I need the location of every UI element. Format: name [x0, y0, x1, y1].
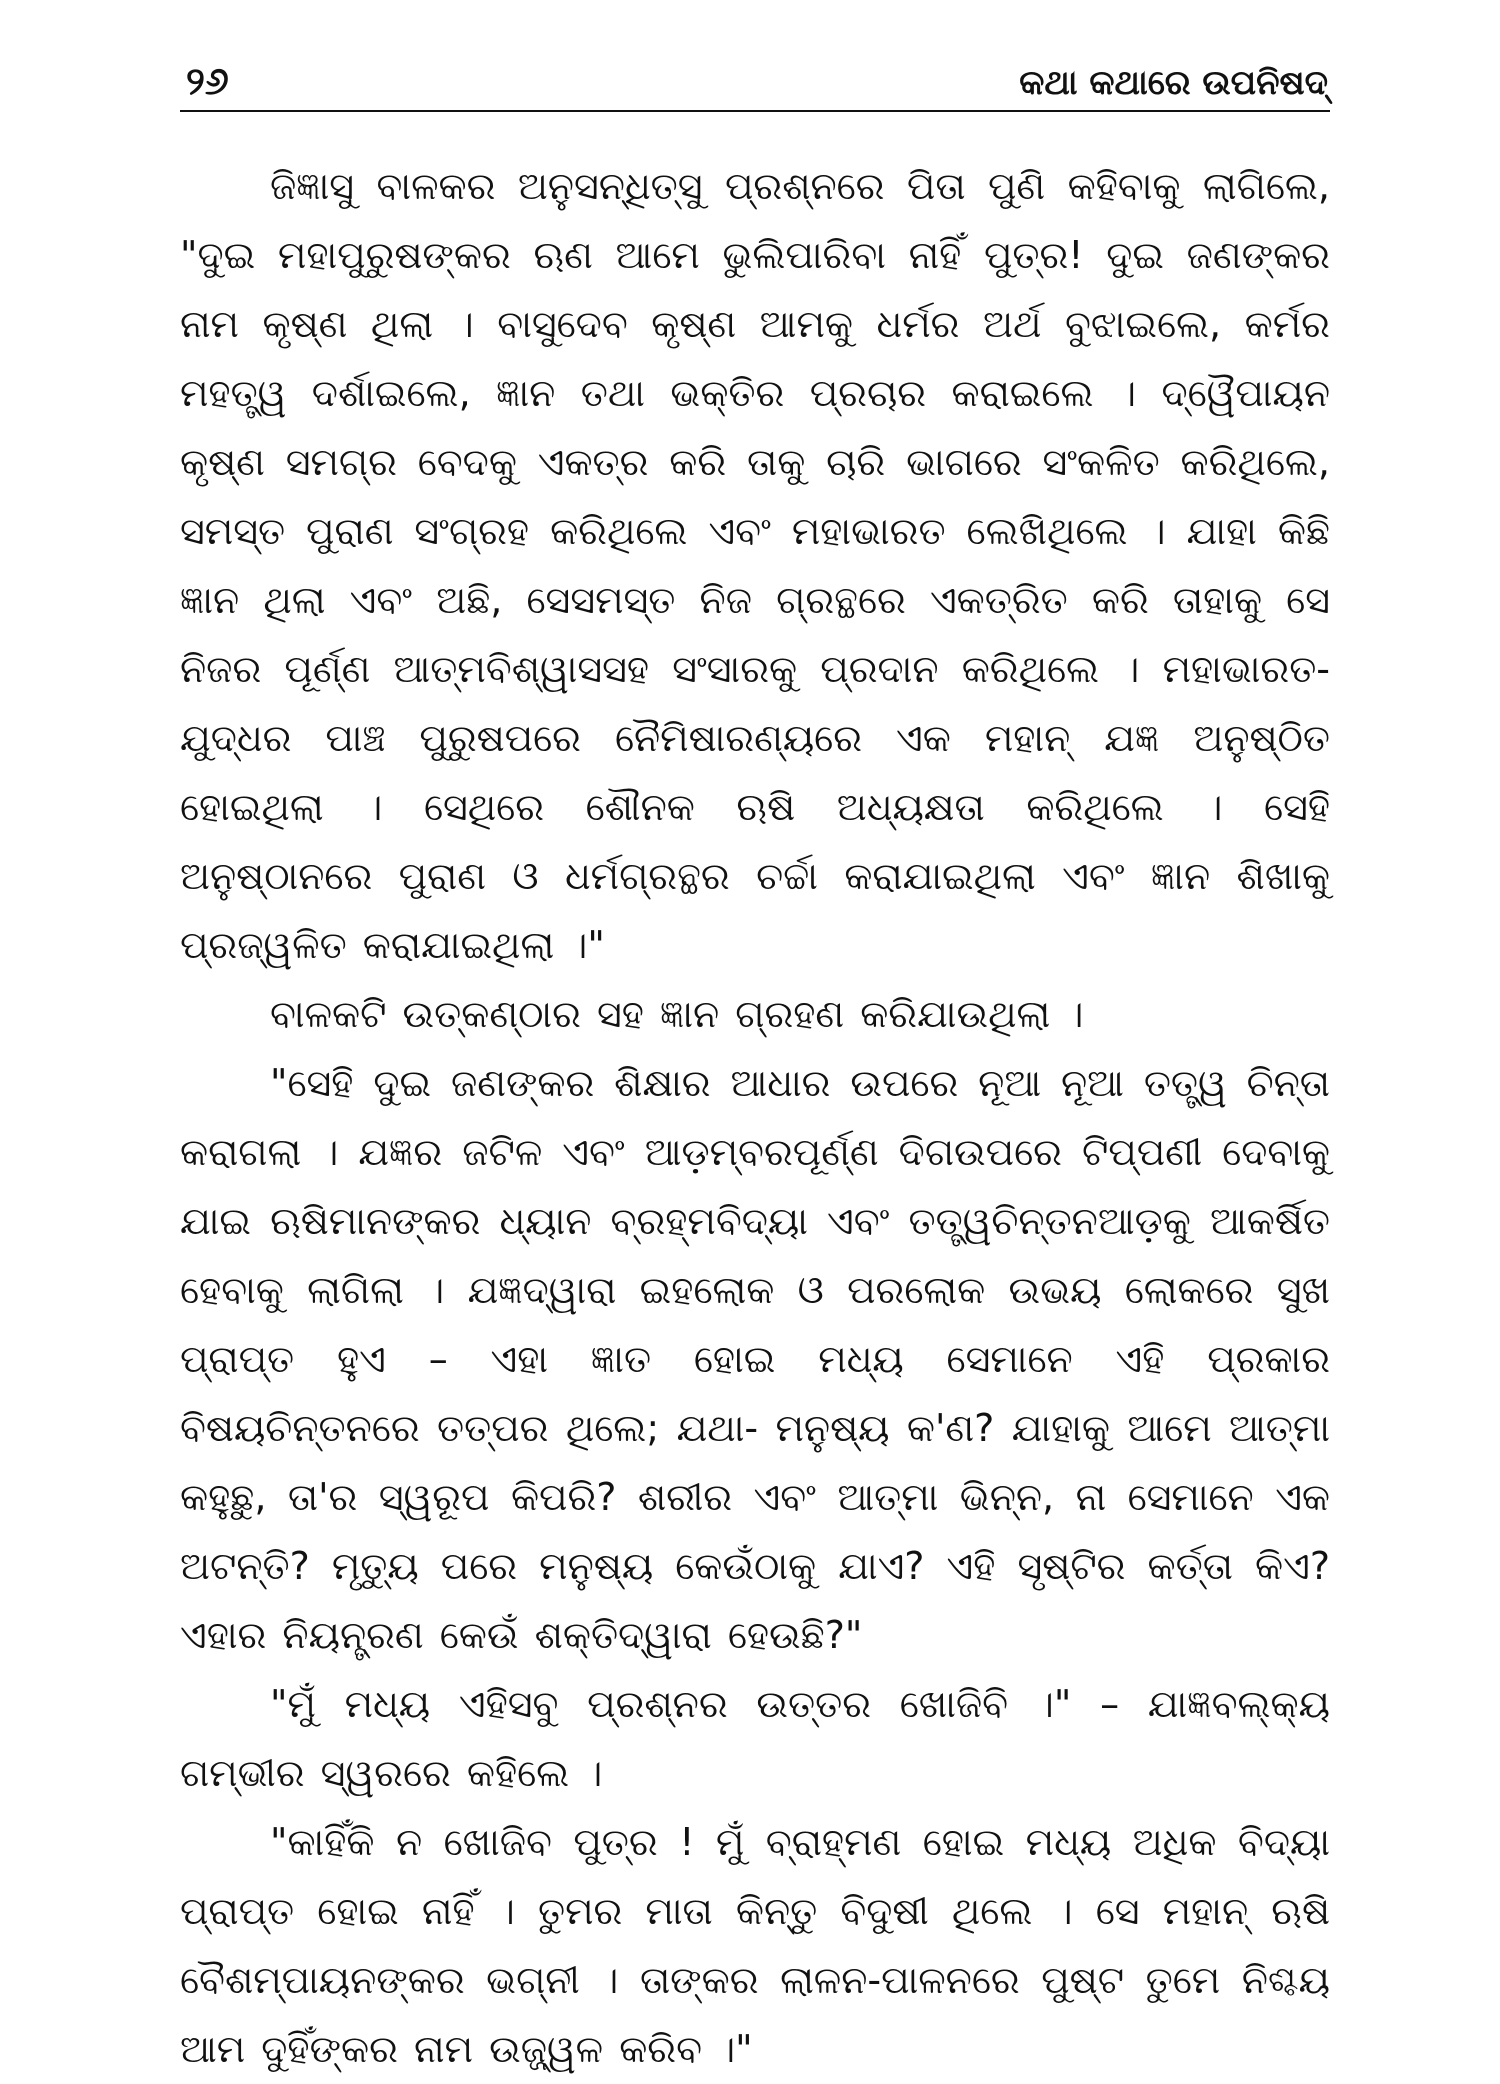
- paragraph: "ସେହି ଦୁଇ ଜଣଙ୍କର ଶିକ୍ଷାର ଆଧାର ଉପରେ ନୂଆ ନୂଆ ତତ୍ତ୍ୱ ଚିନ୍ତା କରାଗଲା । ଯଜ୍ଞର ଜଟିଳ ଏବଂ ଆଡ଼ମ୍ବରପୂର୍ଣ୍ଣ ଦିଗଉପରେ ଟିପ୍ପଣୀ ଦେବାକୁ ଯାଇ ଋଷିମାନଙ୍କର ଧ୍ୟାନ ବ୍ରହ୍ମବିଦ୍ୟା ଏବଂ ତତ୍ତ୍ୱଚିନ୍ତନଆଡ଼କୁ ଆକର୍ଷିତ ହେବାକୁ ଲାଗିଲା । ଯଜ୍ଞଦ୍ୱାରା ଇହଲୋକ ଓ ପରଲୋକ ଉଭୟ ଲୋକରେ ସୁଖ ପ୍ରାପ୍ତ ହୁଏ – ଏହା ଜ୍ଞାତ ହୋଇ ମଧ୍ୟ ସେମାନେ ଏହି ପ୍ରକାର ବିଷୟଚିନ୍ତନରେ ତତ୍ପର ଥିଲେ; ଯଥା- ମନୁଷ୍ୟ କ'ଣ? ଯାହାକୁ ଆମେ ଆତ୍ମା କହୁଛୁ, ତା'ର ସ୍ୱରୂପ କିପରି? ଶରୀର ଏବଂ ଆତ୍ମା ଭିନ୍ନ, ନା ସେମାନେ ଏକ ଅଟନ୍ତି? ମୃତ୍ୟୁ ପରେ ମନୁଷ୍ୟ କେଉଁଠାକୁ ଯାଏ? ଏହି ସୃଷ୍ଟିର କର୍ତ୍ତା କିଏ? ଏହାର ନିୟନ୍ତ୍ରଣ କେଉଁ ଶକ୍ତିଦ୍ୱାରା ହେଉଛି?": [180, 1061, 1330, 1657]
- running-header: [180, 40, 1330, 112]
- book-page: [180, 40, 1330, 2071]
- paragraph: "କାହିଁକି ନ ଖୋଜିବ ପୁତ୍ର ! ମୁଁ ବ୍ରାହ୍ମଣ ହୋଇ ମଧ୍ୟ ଅଧିକ ବିଦ୍ୟା ପ୍ରାପ୍ତ ହୋଇ ନାହିଁ । ତୁମର ମାତା କିନ୍ତୁ ବିଦୁଷୀ ଥିଲେ । ସେ ମହାନ୍ ଋଷି ବୈଶମ୍ପାୟନଙ୍କର ଭଗ୍ନୀ । ତାଙ୍କର ଲାଳନ-ପାଳନରେ ପୁଷ୍ଟ ତୁମେ ନିଶ୍ଚୟ ଆମ ଦୁହିଁଙ୍କର ନାମ ଉଜ୍ଜ୍ୱଳ କରିବ ।": [180, 1820, 1330, 2071]
- paragraph: "ମୁଁ ମଧ୍ୟ ଏହିସବୁ ପ୍ରଶ୍ନର ଉତ୍ତର ଖୋଜିବି ।" – ଯାଜ୍ଞବଲ୍କ୍ୟ ଗମ୍ଭୀର ସ୍ୱରରେ କହିଲେ ।: [180, 1682, 1330, 1795]
- running-title: କଥା କଥାରେ ଉପନିଷଦ୍‌: [1019, 63, 1328, 103]
- body-text: [180, 152, 1330, 2084]
- paragraph: ବାଳକଟି ଉତ୍କଣ୍ଠାର ସହ ଜ୍ଞାନ ଗ୍ରହଣ କରିଯାଉଥିଲା ।: [270, 992, 1084, 1036]
- page-number: ୨୬: [186, 59, 229, 103]
- paragraph: ଜିଜ୍ଞାସୁ ବାଳକର ଅନୁସନ୍ଧିତ୍ସୁ ପ୍ରଶ୍ନରେ ପିତା ପୁଣି କହିବାକୁ ଲାଗିଲେ, "ଦୁଇ ମହାପୁରୁଷଙ୍କର ଋଣ ଆମେ ଭୁଲିପାରିବା ନାହିଁ ପୁତ୍ର! ଦୁଇ ଜଣଙ୍କର ନାମ କୃଷ୍ଣ ଥିଲା । ବାସୁଦେବ କୃଷ୍ଣ ଆମକୁ ଧର୍ମର ଅର୍ଥ ବୁଝାଇଲେ, କର୍ମର ମହତ୍ତ୍ୱ ଦର୍ଶାଇଲେ, ଜ୍ଞାନ ତଥା ଭକ୍ତିର ପ୍ରଚାର କରାଇଲେ । ଦ୍ୱୈପାୟନ କୃଷ୍ଣ ସମଗ୍ର ବେଦକୁ ଏକତ୍ର କରି ତାକୁ ଚାରି ଭାଗରେ ସଂକଳିତ କରିଥିଲେ, ସମସ୍ତ ପୁରାଣ ସଂଗ୍ରହ କରିଥିଲେ ଏବଂ ମହାଭାରତ ଲେଖିଥିଲେ । ଯାହା କିଛି ଜ୍ଞାନ ଥିଲା ଏବଂ ଅଛି, ସେସମସ୍ତ ନିଜ ଗ୍ରନ୍ଥରେ ଏକତ୍ରିତ କରି ତାହାକୁ ସେ ନିଜର ପୂର୍ଣ୍ଣ ଆତ୍ମବିଶ୍ୱାସସହ ସଂସାରକୁ ପ୍ରଦାନ କରିଥିଲେ । ମହାଭାରତ-ଯୁଦ୍ଧର ପାଞ୍ଚ ପୁରୁଷପରେ ନୈମିଷାରଣ୍ୟରେ ଏକ ମହାନ୍ ଯଜ୍ଞ ଅନୁଷ୍ଠିତ ହୋଇଥିଲା । ସେଥିରେ ଶୌନକ ଋଷି ଅଧ୍ୟକ୍ଷତା କରିଥିଲେ । ସେହି ଅନୁଷ୍ଠାନରେ ପୁରାଣ ଓ ଧର୍ମଗ୍ରନ୍ଥର ଚର୍ଚ୍ଚା କରାଯାଇଥିଲା ଏବଂ ଜ୍ଞାନ ଶିଖାକୁ ପ୍ରଜ୍ୱଳିତ କରାଯାଇଥିଲା ।": [180, 164, 1330, 967]
